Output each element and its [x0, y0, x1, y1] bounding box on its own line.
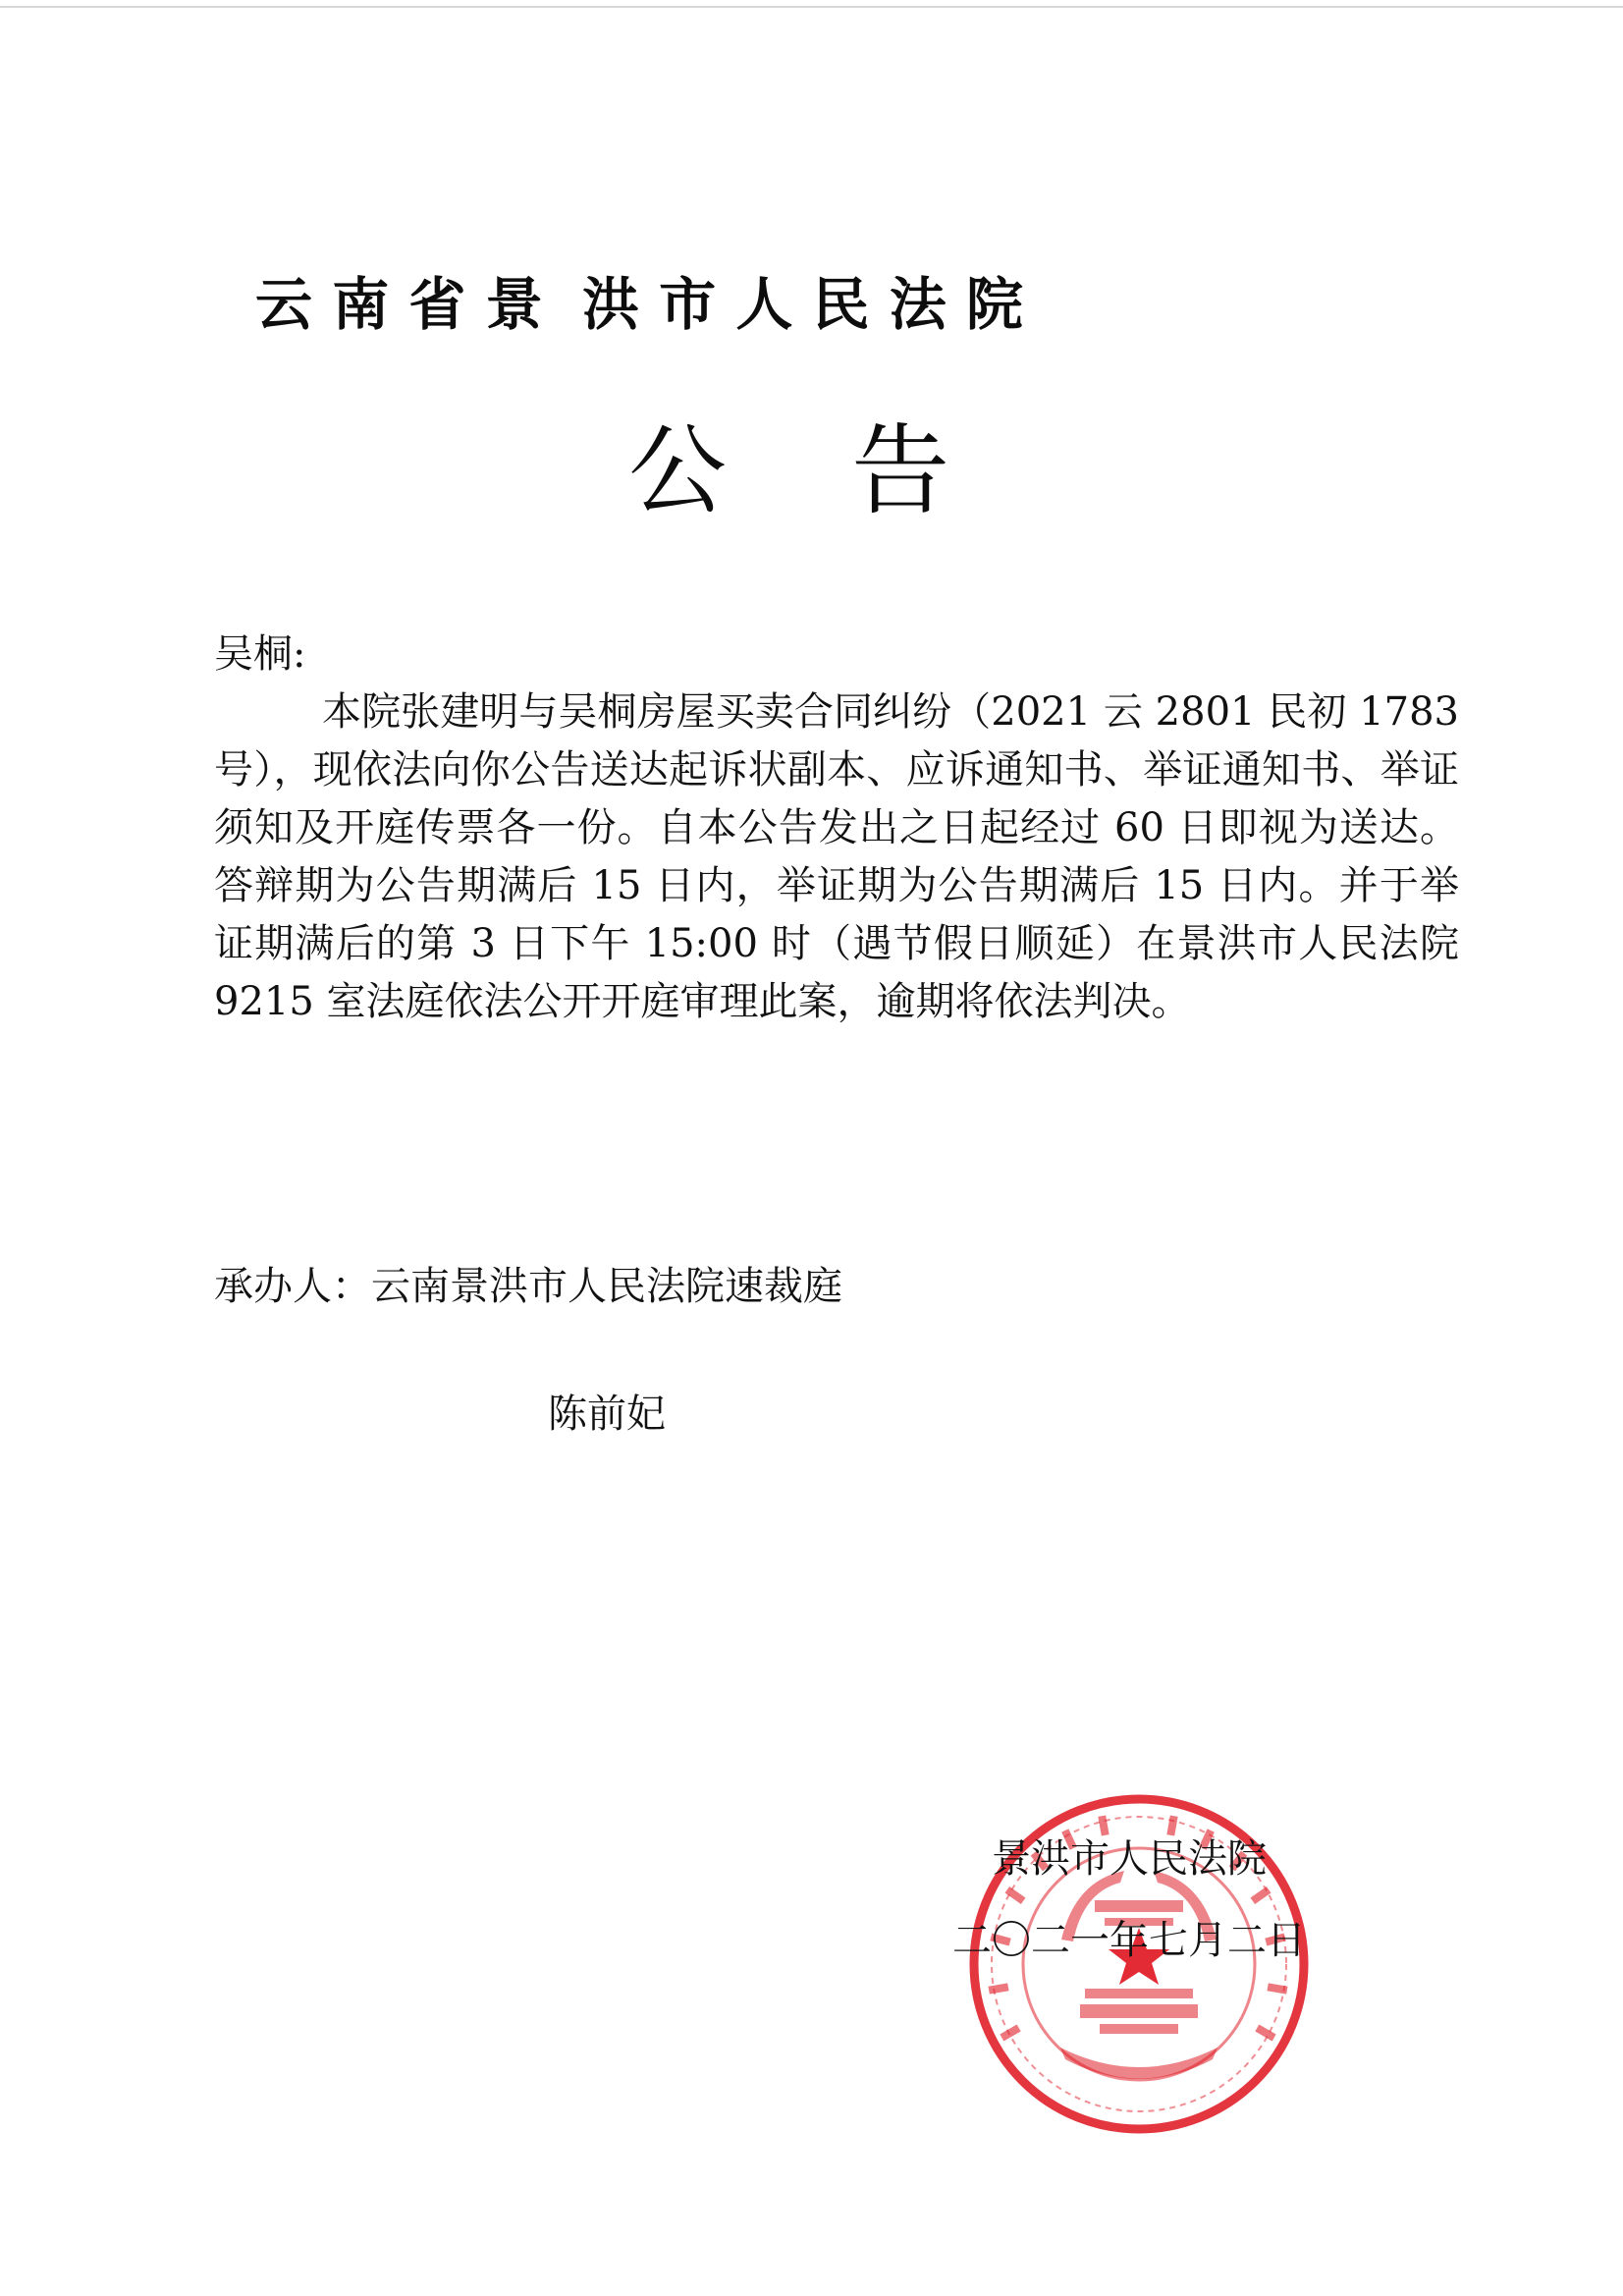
document-title: 公 告	[628, 413, 950, 528]
signature-court: 景洪市人民法院	[992, 1836, 1267, 1882]
court-title: 云 南 省 景 洪 市 人 民 法 院	[255, 271, 1023, 338]
signature-date: 二〇二一年七月二日	[952, 1918, 1306, 1963]
handler-name: 陈前妃	[548, 1392, 666, 1437]
handler-line: 承办人：云南景洪市人民法院速裁庭	[214, 1264, 842, 1309]
notice-body: 本院张建明与吴桐房屋买卖合同纠纷（2021 云 2801 民初 1783 号），现依法向你公告送达起诉状副本、应诉通知书、举证通知书、举证须知及开庭传票各一份。自本公告发出之日起经过 60 日即视为送达。答辩期为公告期满后 15 日内，举证期为公告期满后 15 日内。并于举证期满后的第 3 日下午 15:00 时（遇节假日顺延）在景洪市人民法院 9215 室法庭依法公开开庭审理此案，逾期将依法判决。	[214, 689, 1459, 1024]
addressee: 吴桐:	[214, 631, 306, 677]
scan-edge-line	[0, 6, 1623, 8]
